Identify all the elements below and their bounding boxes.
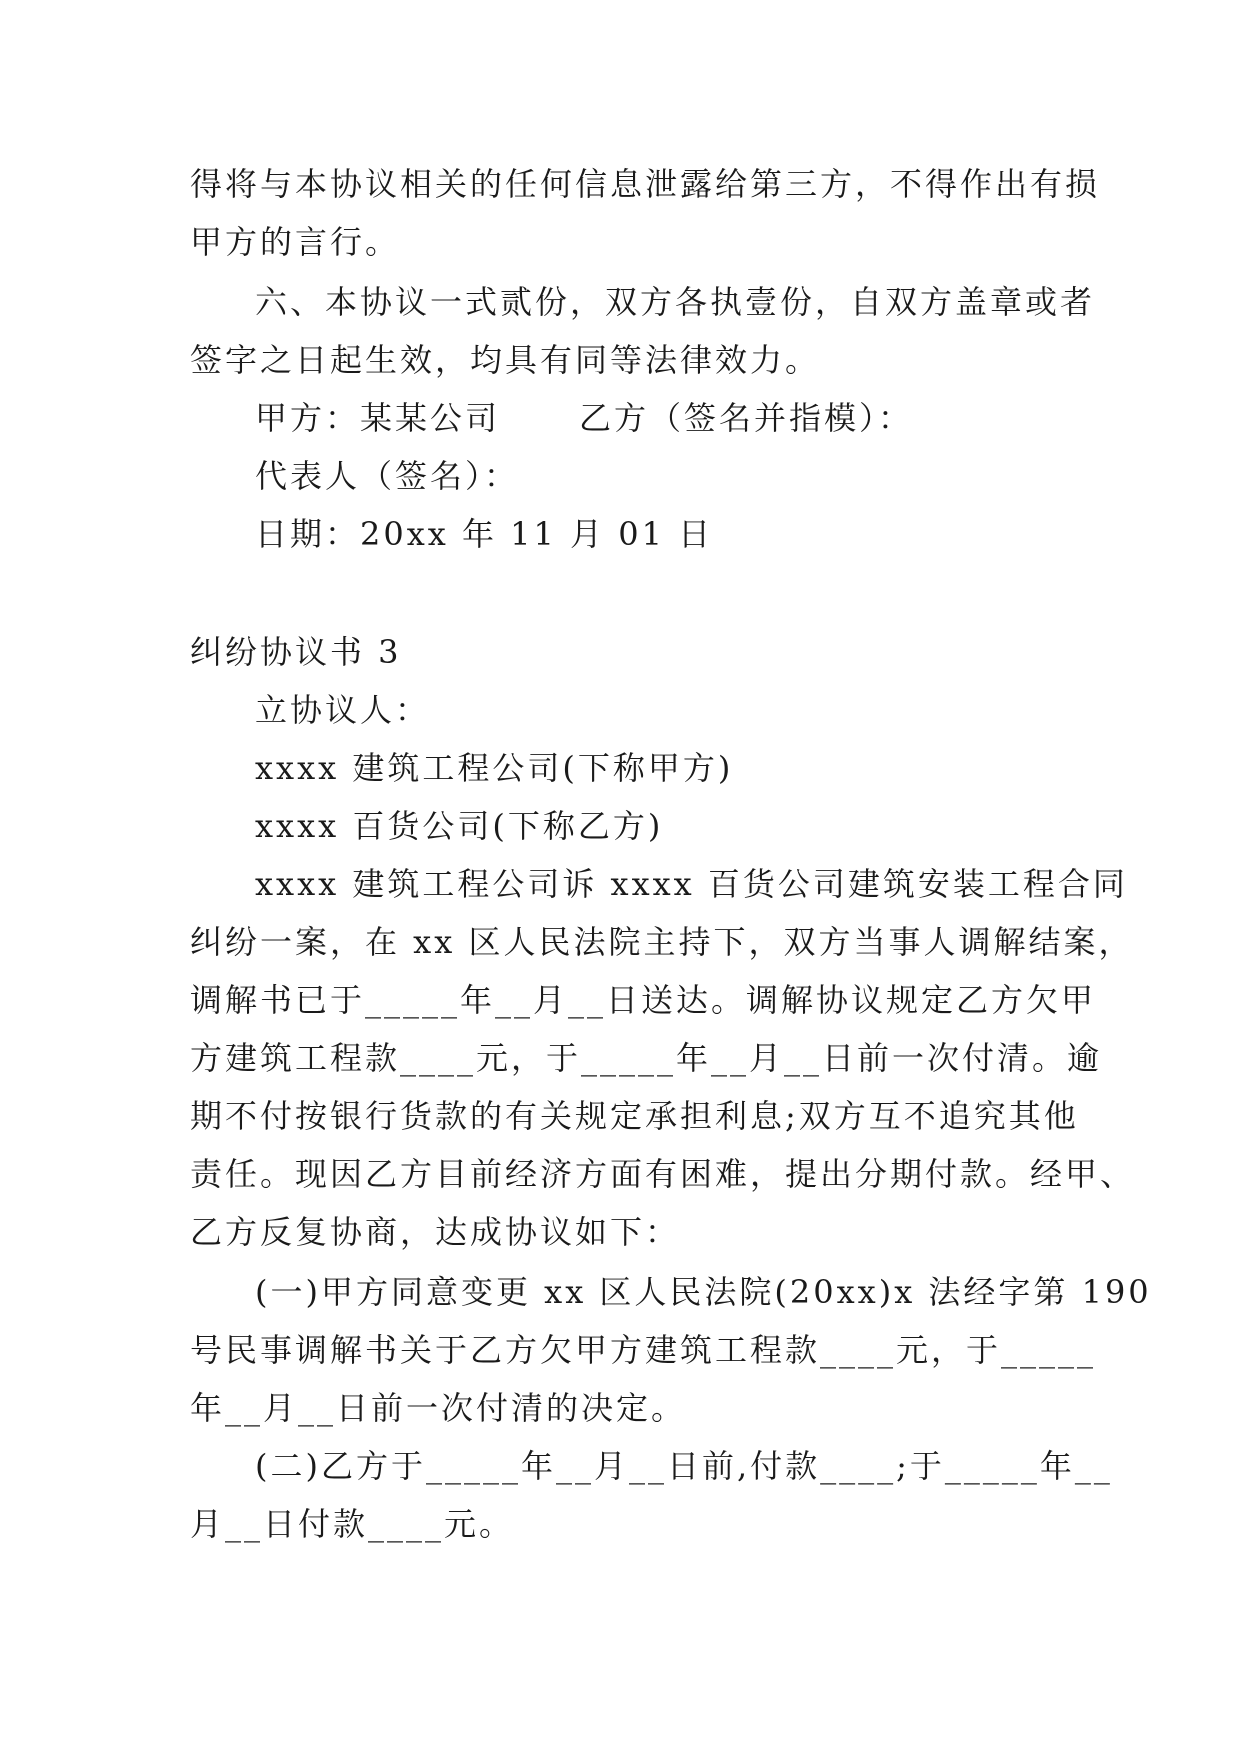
representative-line: 代表人（签名）：	[255, 457, 520, 495]
paragraph-line: 立协议人：	[255, 691, 431, 729]
paragraph-line: 乙方反复协商，达成协议如下：	[190, 1213, 681, 1251]
party-a-line: xxxx 建筑工程公司(下称甲方)	[255, 749, 734, 787]
paragraph-line: 年__月__日前一次付清的决定。	[190, 1389, 687, 1427]
clause-line: (二)乙方于_____年__月__日前,付款____;于_____年__	[255, 1447, 1113, 1485]
paragraph-line: 签字之日起生效，均具有同等法律效力。	[190, 341, 821, 379]
date-line: 日期：20xx 年 11 月 01 日	[255, 515, 714, 553]
paragraph-line: 月__日付款____元。	[190, 1505, 515, 1543]
section-heading: 纠纷协议书 3	[190, 633, 402, 671]
paragraph-line: 调解书已于_____年__月__日送达。调解协议规定乙方欠甲	[190, 981, 1097, 1019]
paragraph-line: 责任。现因乙方目前经济方面有困难，提出分期付款。经甲、	[190, 1155, 1136, 1193]
paragraph-line: 方建筑工程款____元，于_____年__月__日前一次付清。逾	[190, 1039, 1103, 1077]
signature-parties-line: 甲方：某某公司 乙方（签名并指模）：	[255, 399, 914, 437]
paragraph-line: 号民事调解书关于乙方欠甲方建筑工程款____元，于_____	[190, 1331, 1097, 1369]
paragraph-line: 甲方的言行。	[190, 223, 401, 261]
paragraph-line: 期不付按银行货款的有关规定承担利息;双方互不追究其他	[190, 1097, 1079, 1135]
paragraph-line: 纠纷一案，在 xx 区人民法院主持下，双方当事人调解结案，	[190, 923, 1134, 961]
paragraph-line: xxxx 建筑工程公司诉 xxxx 百货公司建筑安装工程合同	[255, 865, 1128, 903]
clause-line: (一)甲方同意变更 xx 区人民法院(20xx)x 法经字第 190	[255, 1273, 1152, 1311]
paragraph-line: 六、本协议一式贰份，双方各执壹份，自双方盖章或者	[255, 283, 1096, 321]
party-b-line: xxxx 百货公司(下称乙方)	[255, 807, 664, 845]
paragraph-line: 得将与本协议相关的任何信息泄露给第三方，不得作出有损	[190, 165, 1101, 203]
